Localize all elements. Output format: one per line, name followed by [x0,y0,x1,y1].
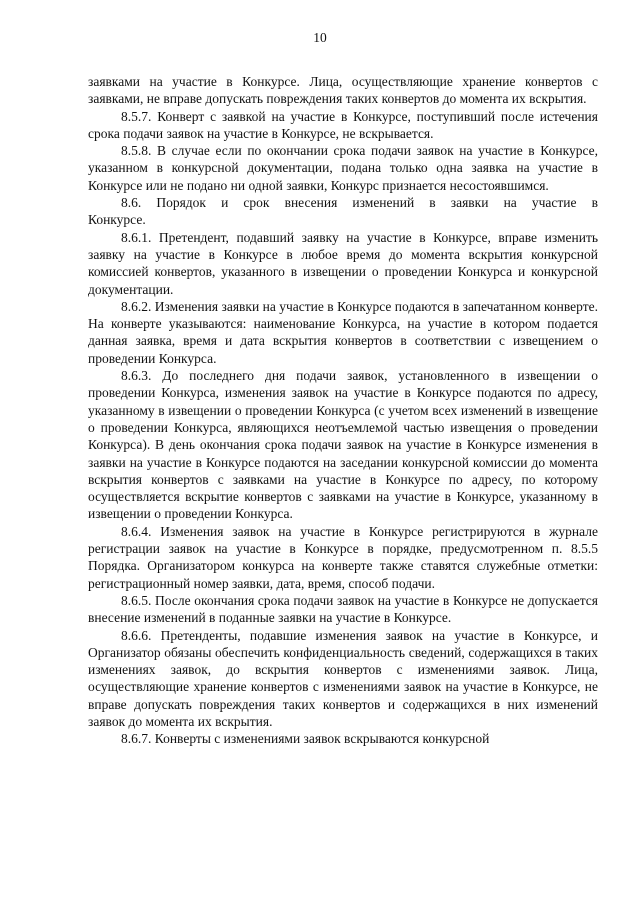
paragraph-8-6-1: 8.6.1. Претендент, подавший заявку на участие в Конкурсе, вправе изменить заявку на участие в Конкурсе в любое время до момента вскрытия конкурсной комиссией конвертов, указанного в извещении о проведении Конкурса и конкурсной документации. [88,229,598,297]
paragraph-continuation: заявками на участие в Конкурсе. Лица, осуществляющие хранение конвертов с заявками, не вправе допускать повреждения таких конвертов до момента их вскрытия. [88,74,598,107]
paragraph-8-6-7: 8.6.7. Конверты с изменениями заявок вскрываются конкурсной [121,731,490,747]
paragraph-8-6-4: 8.6.4. Изменения заявок на участие в Конкурсе регистрируются в журнале регистрации заявок на участие в Конкурсе в порядке, предусмотренном п. 8.5.5 Порядка. Организатором конкурса на конверте также ставятся служебные отметки: регистрационный номер заявки, дата, время, способ подачи. [88,523,598,591]
document-body [88,73,598,748]
paragraph-8-6-2: 8.6.2. Изменения заявки на участие в Конкурсе подаются в запечатанном конверте. На конверте указываются: наименование Конкурса, на участие в котором подается данная заявка, время и дата вскрытия конвертов в соответствии с извещением о проведении Конкурса. [88,298,598,366]
paragraph-8-6-6: 8.6.6. Претенденты, подавшие изменения заявок на участие в Конкурсе, и Организатор обязаны обеспечить конфиденциальность сведений, содержащихся в таких изменениях заявок, до вскрытия конвертов с изменениями заявок. Лица, осуществляющие хранение конвертов с изменениями заявок на участие в Конкурсе, не вправе допускать повреждения таких конвертов и содержащихся в них изменений заявок до момента их вскрытия. [88,627,598,729]
paragraph-8-6-5: 8.6.5. После окончания срока подачи заявок на участие в Конкурсе не допускается внесение изменений в поданные заявки на участие в Конкурсе. [88,592,598,626]
paragraph-8-5-7: 8.5.7. Конверт с заявкой на участие в Конкурсе, поступивший после истечения срока подачи заявок на участие в Конкурсе, не вскрывается. [88,108,598,141]
paragraph-8-6-3: 8.6.3. До последнего дня подачи заявок, установленного в извещении о проведении Конкурса, изменения заявок на участие в Конкурсе подаются по адресу, указанному в извещении о проведении Конкурса (с учетом всех изменений в извещение о проведении Конкурса, являющихся неотъемлемой частью извещения о проведении Конкурса). В день окончания срока подачи заявок на участие в Конкурсе изменения в заявки на участие в Конкурсе подаются на заседании конкурсной комиссии до момента вскрытия конвертов с заявками на участие в Конкурсе по адресу, по которому осуществляется вскрытие конвертов с заявками на участие в Конкурсе, указанному в извещении о проведении Конкурса. [88,368,598,522]
page-number: 10 [313,30,327,45]
paragraph-8-5-8: 8.5.8. В случае если по окончании срока подачи заявок на участие в Конкурсе, указанном в конкурсной документации, подана только одна заявка на участие в Конкурсе или не подано ни одной заявки, Конкурс признается несостоявшимся. [88,143,598,193]
section-heading-8-6: 8.6. Порядок и срок внесения изменений в заявки на участие в Конкурсе. [88,195,598,228]
